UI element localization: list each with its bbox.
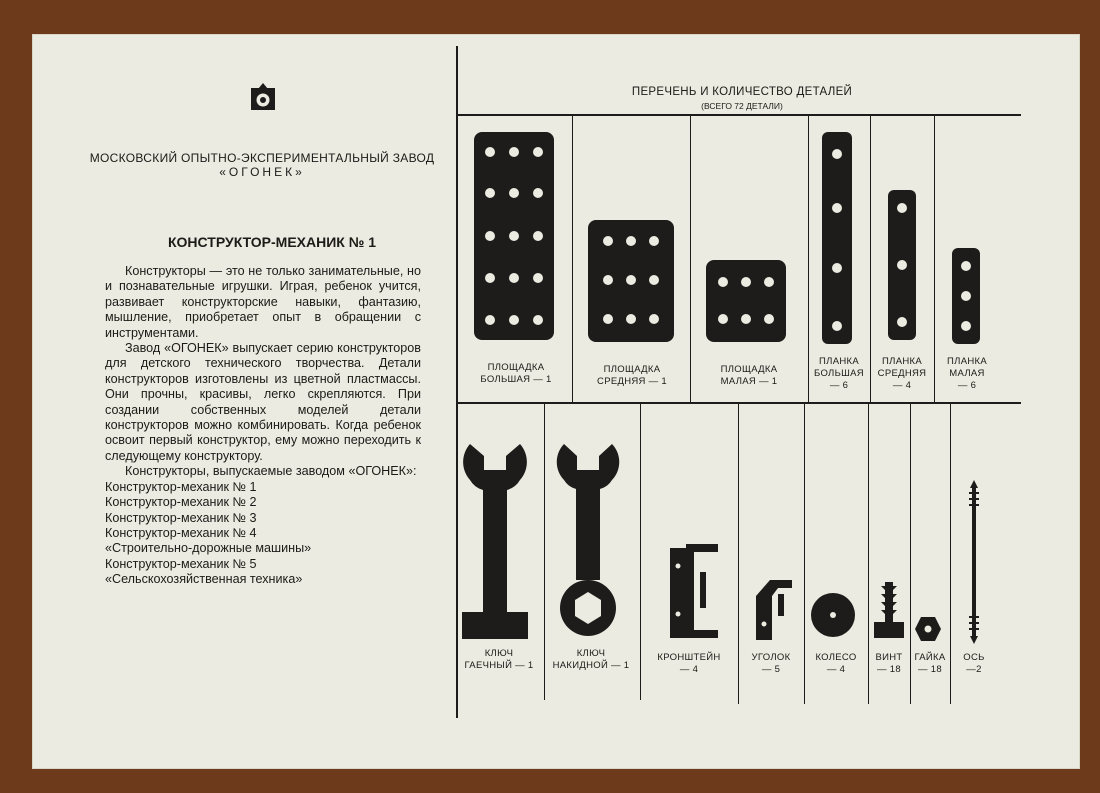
list-item: Конструктор-механик № 2 [105, 495, 257, 510]
wheel-icon [810, 592, 856, 638]
axle-icon [966, 480, 982, 644]
label-screw: ВИНТ — 18 [875, 652, 903, 675]
list-item: «Строительно-дорожные машины» [105, 541, 312, 556]
table-frame-left [456, 46, 458, 718]
table-divider [572, 116, 573, 402]
instruction-sheet [32, 34, 1080, 769]
label-open-wrench: КЛЮЧ ГАЕЧНЫЙ — 1 [464, 648, 534, 671]
table-divider [690, 116, 691, 402]
corner-angle-icon [752, 576, 794, 640]
paragraph-intro: Конструкторы — это не только занимательные, но и познавательные игрушки. Играя, ребенок учится, развивает конструкторские навыки, фантазию, мышление, приобретает опыт в обращении с инструментами. [105, 264, 421, 340]
factory-name [82, 151, 442, 179]
parts-table-subtitle: (ВСЕГО 72 ДЕТАЛИ) [701, 101, 783, 111]
label-bracket: КРОНШТЕЙН — 4 [657, 652, 721, 675]
description-text [105, 264, 421, 588]
medium-bar-icon [888, 190, 916, 340]
label-wheel: КОЛЕСО — 4 [815, 652, 857, 675]
paragraph-series: Завод «ОГОНЕК» выпускает серию конструкторов для детского технического творчества. Детали конструкторов изготовлены из цветной пластмассы. Они прочны, красивы, легко скрепляются. При создании собственных моделей детали конструкторов можно комбинировать. Когда ребенок освоит первый конструктор, ему можно переходить к следующему конструктору. [105, 341, 421, 463]
label-ring-wrench: КЛЮЧ НАКИДНОЙ — 1 [552, 648, 630, 671]
screw-icon [872, 582, 906, 640]
list-item: «Сельскохозяйственная техника» [105, 572, 303, 587]
series-list [105, 480, 421, 588]
list-item: Конструктор-механик № 1 [105, 479, 257, 494]
bracket-icon [664, 542, 720, 642]
small-plate-icon [706, 260, 786, 342]
nut-icon [914, 616, 942, 642]
list-item: Конструктор-механик № 5 [105, 556, 257, 571]
list-item: Конструктор-механик № 4 [105, 525, 257, 540]
factory-name-line1: МОСКОВСКИЙ ОПЫТНО-ЭКСПЕРИМЕНТАЛЬНЫЙ ЗАВОД [89, 151, 435, 165]
paragraph-list-intro: Конструкторы, выпускаемые заводом «ОГОНЕК»: [125, 464, 417, 479]
label-large-plate: ПЛОЩАДКА БОЛЬШАЯ — 1 [480, 362, 552, 385]
factory-name-line2: «ОГОНЕК» [219, 165, 305, 179]
label-nut: ГАЙКА — 18 [914, 652, 946, 675]
open-wrench-icon [460, 442, 530, 640]
large-bar-icon [822, 132, 852, 344]
factory-logo-icon [249, 82, 279, 112]
label-medium-bar: ПЛАНКА СРЕДНЯЯ — 4 [877, 356, 927, 391]
label-large-bar: ПЛАНКА БОЛЬШАЯ — 6 [814, 356, 864, 391]
product-title: КОНСТРУКТОР-МЕХАНИК № 1 [167, 234, 377, 250]
small-bar-icon [952, 248, 980, 344]
list-item: Конструктор-механик № 3 [105, 510, 257, 525]
label-small-plate: ПЛОЩАДКА МАЛАЯ — 1 [720, 364, 778, 387]
medium-plate-icon [588, 220, 674, 342]
label-corner-angle: УГОЛОК — 5 [751, 652, 791, 675]
parts-table-title: ПЕРЕЧЕНЬ И КОЛИЧЕСТВО ДЕТАЛЕЙ [631, 86, 853, 98]
table-header-rule [456, 114, 1021, 116]
ring-wrench-icon [556, 442, 620, 638]
large-plate-icon [474, 132, 554, 340]
label-small-bar: ПЛАНКА МАЛАЯ — 6 [947, 356, 987, 391]
label-medium-plate: ПЛОЩАДКА СРЕДНЯЯ — 1 [597, 364, 667, 387]
label-axle: ОСЬ —2 [963, 652, 985, 675]
